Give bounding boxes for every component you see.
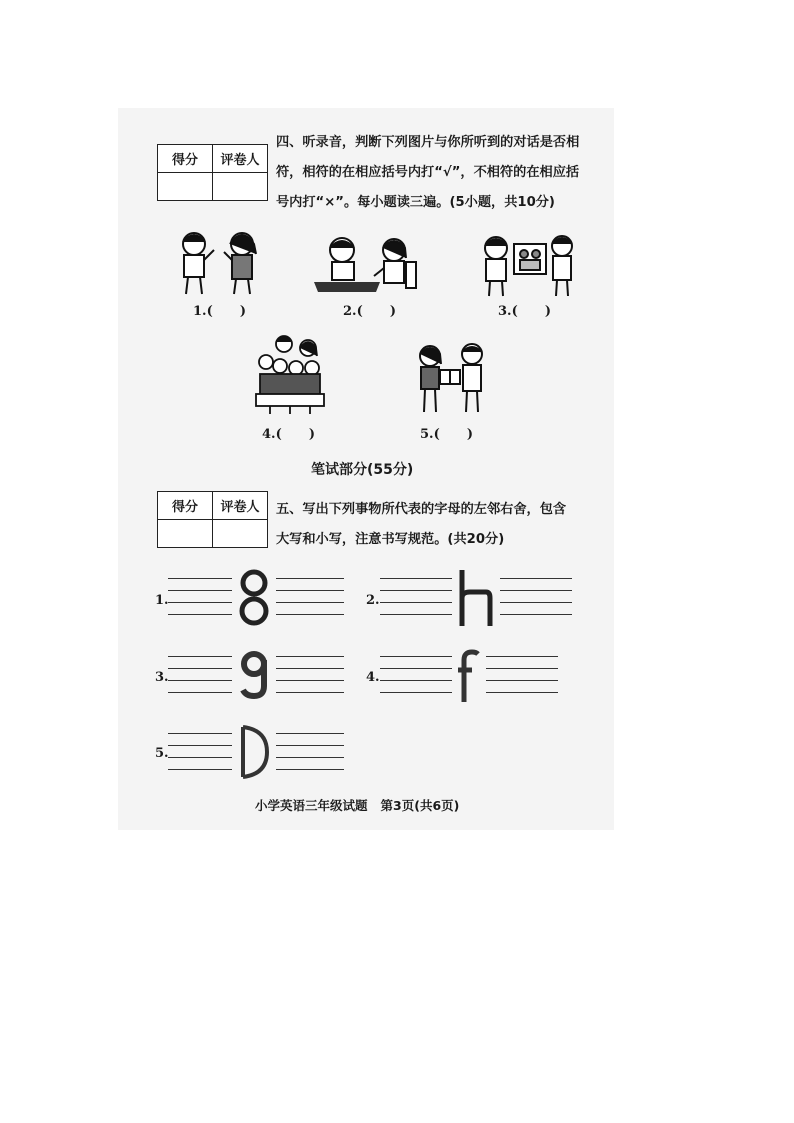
picture-5-gift <box>412 342 492 416</box>
score-label: 得分 <box>158 492 213 520</box>
bow-icon <box>238 724 270 780</box>
page-footer: 小学英语三年级试题 第3页(共6页) <box>255 798 460 813</box>
writing-item-3-number: 3. <box>155 670 169 685</box>
writing-lines-2-right[interactable] <box>500 578 572 614</box>
item-1-bracket[interactable]: 1.( ) <box>193 304 247 319</box>
writing-lines-3-left[interactable] <box>168 656 232 692</box>
writing-lines-1-left[interactable] <box>168 578 232 614</box>
picture-4-family <box>250 334 330 416</box>
writing-lines-3-right[interactable] <box>276 656 344 692</box>
grader-cell[interactable] <box>213 173 268 201</box>
score-cell[interactable] <box>158 173 213 201</box>
writing-lines-2-left[interactable] <box>380 578 452 614</box>
section4-line2: 符，相符的在相应括号内打“√”，不相符的在相应括 <box>276 165 580 180</box>
grader-label: 评卷人 <box>213 145 268 173</box>
hook-icon <box>238 650 272 700</box>
score-table-section4 <box>157 144 268 201</box>
writing-item-1-number: 1. <box>155 593 169 608</box>
writing-lines-5-left[interactable] <box>168 733 232 769</box>
writing-lines-4-right[interactable] <box>486 656 558 692</box>
section4-line3: 号内打“×”。每小题读三遍。(5小题，共10分) <box>276 195 555 210</box>
writing-item-4-number: 4. <box>366 670 380 685</box>
section5-line2: 大写和小写，注意书写规范。(共20分) <box>276 532 505 547</box>
written-part-title: 笔试部分(55分) <box>311 462 414 478</box>
chair-icon <box>456 568 496 628</box>
section5-line1: 五、写出下列事物所代表的字母的左邻右舍，包含 <box>276 502 567 517</box>
item-4-bracket[interactable]: 4.( ) <box>262 427 316 442</box>
section4-line1: 四、听录音，判断下列图片与你所听到的对话是否相 <box>276 135 580 150</box>
writing-lines-4-left[interactable] <box>380 656 452 692</box>
item-5-bracket[interactable]: 5.( ) <box>420 427 474 442</box>
section5-instructions <box>276 495 566 555</box>
item-2-bracket[interactable]: 2.( ) <box>343 304 397 319</box>
score-cell[interactable] <box>158 520 213 548</box>
item-3-bracket[interactable]: 3.( ) <box>498 304 552 319</box>
writing-item-5-number: 5. <box>155 746 169 761</box>
grader-cell[interactable] <box>213 520 268 548</box>
section4-instructions <box>276 128 579 218</box>
grader-label: 评卷人 <box>213 492 268 520</box>
writing-lines-5-right[interactable] <box>276 733 344 769</box>
glasses-icon <box>238 566 270 628</box>
cane-icon <box>456 648 480 704</box>
score-label: 得分 <box>158 145 213 173</box>
writing-lines-1-right[interactable] <box>276 578 344 614</box>
picture-1-greeting <box>172 228 272 298</box>
picture-2-desk <box>310 232 420 298</box>
picture-3-photo <box>480 230 580 300</box>
score-table-section5 <box>157 491 268 548</box>
writing-item-2-number: 2. <box>366 593 380 608</box>
